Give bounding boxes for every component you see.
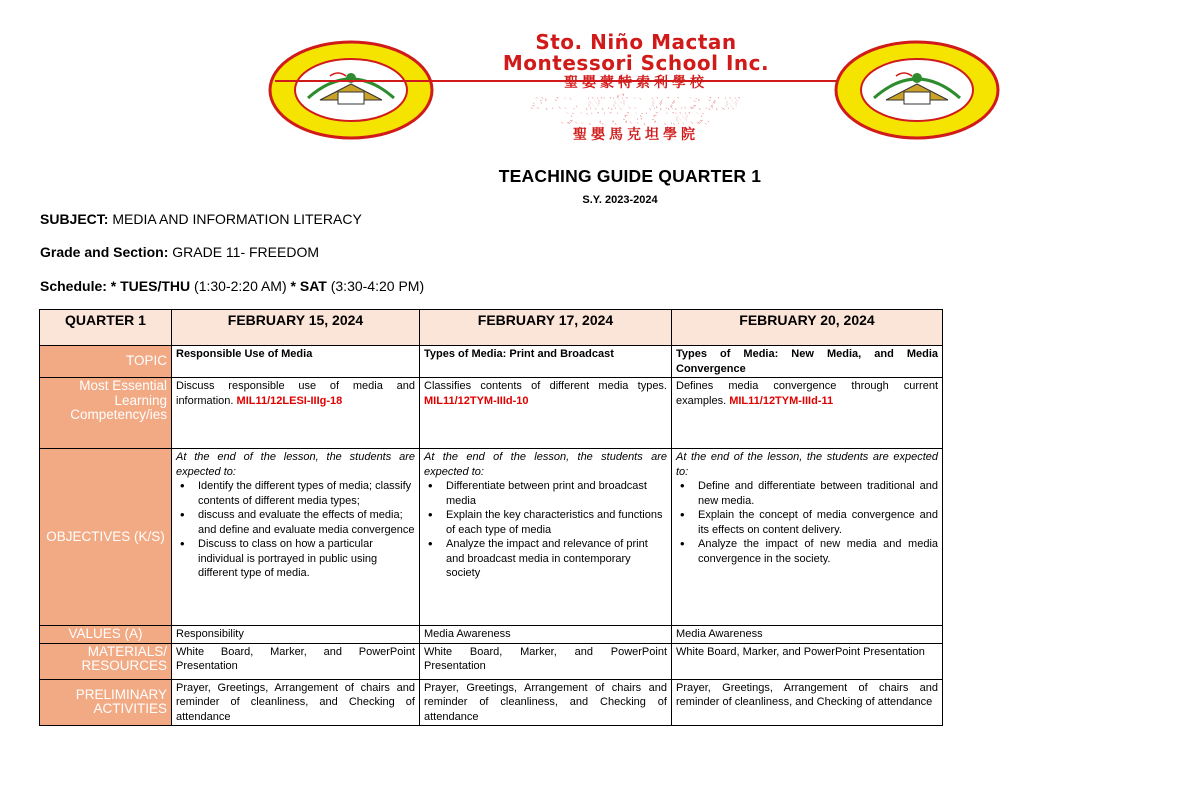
objective-item: • Define and differentiate between traditional and new media. bbox=[698, 479, 938, 508]
schedule-line bbox=[40, 278, 424, 294]
competency-cell bbox=[420, 378, 672, 449]
school-banner bbox=[456, 32, 816, 142]
table-row-values bbox=[40, 626, 943, 644]
column-header: FEBRUARY 17, 2024 bbox=[420, 310, 672, 346]
grade-label: Grade and Section: bbox=[40, 244, 169, 260]
objective-item: • Analyze the impact and relevance of print and broadcast media in contemporary society bbox=[446, 537, 667, 581]
preliminary-cell: Prayer, Greetings, Arrangement of chairs and reminder of cleanliness, and Checking of attendance bbox=[672, 679, 943, 726]
materials-cell: White Board, Marker, and PowerPoint Presentation bbox=[672, 643, 943, 679]
objective-item: • Explain the concept of media convergence and its effects on content delivery. bbox=[698, 508, 938, 537]
school-name-line2: Montessori School Inc. bbox=[502, 51, 770, 75]
competency-text: Classifies contents of different media types. bbox=[424, 380, 667, 392]
objective-item: • Identify the different types of media; classify contents of different media types; bbox=[198, 479, 415, 508]
competency-cell bbox=[672, 378, 943, 449]
objectives-cell bbox=[420, 449, 672, 626]
objectives-intro: At the end of the lesson, the students are expected to: bbox=[176, 451, 415, 478]
row-label-preliminary: PRELIMINARY ACTIVITIES bbox=[40, 679, 172, 726]
row-label-topic: TOPIC bbox=[40, 346, 172, 378]
materials-cell: White Board, Marker, and PowerPoint Presentation bbox=[172, 643, 420, 679]
subject-label: SUBJECT: bbox=[40, 211, 109, 227]
table-row-objectives bbox=[40, 449, 943, 626]
objectives-cell bbox=[672, 449, 943, 626]
competency-text: Defines media convergence through current examples. bbox=[676, 380, 938, 407]
grade-value: GRADE 11- FREEDOM bbox=[168, 244, 320, 260]
materials-cell: White Board, Marker, and PowerPoint Presentation bbox=[420, 643, 672, 679]
values-cell: Responsibility bbox=[172, 626, 420, 644]
column-header: QUARTER 1 bbox=[40, 310, 172, 346]
row-label-values: VALUES (A) bbox=[40, 626, 172, 644]
competency-text: Discuss responsible use of media and information. bbox=[176, 380, 415, 407]
table-row-competency bbox=[40, 378, 943, 449]
objective-item: • Differentiate between print and broadcast media bbox=[446, 479, 667, 508]
document-title: TEACHING GUIDE QUARTER 1 bbox=[498, 166, 762, 186]
topic-cell: Responsible Use of Media bbox=[172, 346, 420, 378]
schedule-days-1: * TUES/THU bbox=[106, 278, 191, 294]
schedule-time-1: (1:30-2:20 AM) bbox=[190, 278, 287, 294]
values-cell: Media Awareness bbox=[672, 626, 943, 644]
row-label-materials: MATERIALS/ RESOURCES bbox=[40, 643, 172, 679]
competency-code: MIL11/12LESI-IIIg-18 bbox=[236, 394, 343, 407]
college-name-line2: COLLEGE INC. bbox=[560, 109, 712, 128]
subject-value: MEDIA AND INFORMATION LITERACY bbox=[108, 211, 362, 227]
objective-item: • Discuss to class on how a particular individual is portrayed in public using different type of media. bbox=[198, 537, 415, 581]
competency-code: MIL11/12TYM-IIId-10 bbox=[424, 394, 529, 407]
objectives-cell bbox=[172, 449, 420, 626]
topic-cell: Types of Media: Print and Broadcast bbox=[420, 346, 672, 378]
schedule-time-2: (3:30-4:20 PM) bbox=[326, 278, 425, 294]
competency-cell bbox=[172, 378, 420, 449]
college-name-line1: STO. NIÑO MACTAN bbox=[531, 94, 741, 113]
school-name-chinese: 聖嬰蒙特索利學校 bbox=[564, 74, 708, 90]
grade-line bbox=[40, 244, 319, 260]
school-name-line1: Sto. Niño Mactan bbox=[535, 30, 737, 54]
table-row-topic bbox=[40, 346, 943, 378]
schedule-label: Schedule: bbox=[40, 278, 107, 294]
montessori-school-seal bbox=[268, 40, 434, 140]
table-row-materials bbox=[40, 643, 943, 679]
preliminary-cell: Prayer, Greetings, Arrangement of chairs and reminder of cleanliness, and Checking of attendance bbox=[172, 679, 420, 726]
competency-code: MIL11/12TYM-IIId-11 bbox=[729, 394, 834, 407]
objective-item: • discuss and evaluate the effects of media; and define and evaluate media convergence bbox=[198, 508, 415, 537]
table-header-row bbox=[40, 310, 943, 346]
college-name-chinese: 聖嬰馬克坦學院 bbox=[573, 126, 699, 142]
table-row-preliminary bbox=[40, 679, 943, 726]
college-seal bbox=[834, 40, 1000, 140]
school-year: S.Y. 2023-2024 bbox=[582, 194, 658, 206]
column-header: FEBRUARY 20, 2024 bbox=[672, 310, 943, 346]
preliminary-cell: Prayer, Greetings, Arrangement of chairs and reminder of cleanliness, and Checking of attendance bbox=[420, 679, 672, 726]
schedule-days-2: * SAT bbox=[286, 278, 327, 294]
row-label-competency: Most Essential Learning Competency/ies bbox=[40, 378, 172, 449]
values-cell: Media Awareness bbox=[420, 626, 672, 644]
objectives-intro: At the end of the lesson, the students are expected to: bbox=[424, 451, 667, 478]
column-header: FEBRUARY 15, 2024 bbox=[172, 310, 420, 346]
teaching-guide-table bbox=[39, 309, 943, 726]
objectives-intro: At the end of the lesson, the students are expected to: bbox=[676, 451, 938, 478]
objective-item: • Analyze the impact of new media and media convergence in the society. bbox=[698, 537, 938, 566]
objective-item: • Explain the key characteristics and functions of each type of media bbox=[446, 508, 667, 537]
row-label-objectives: OBJECTIVES (K/S) bbox=[40, 449, 172, 626]
topic-cell: Types of Media: New Media, and Media Convergence bbox=[672, 346, 943, 378]
subject-line bbox=[40, 211, 362, 227]
